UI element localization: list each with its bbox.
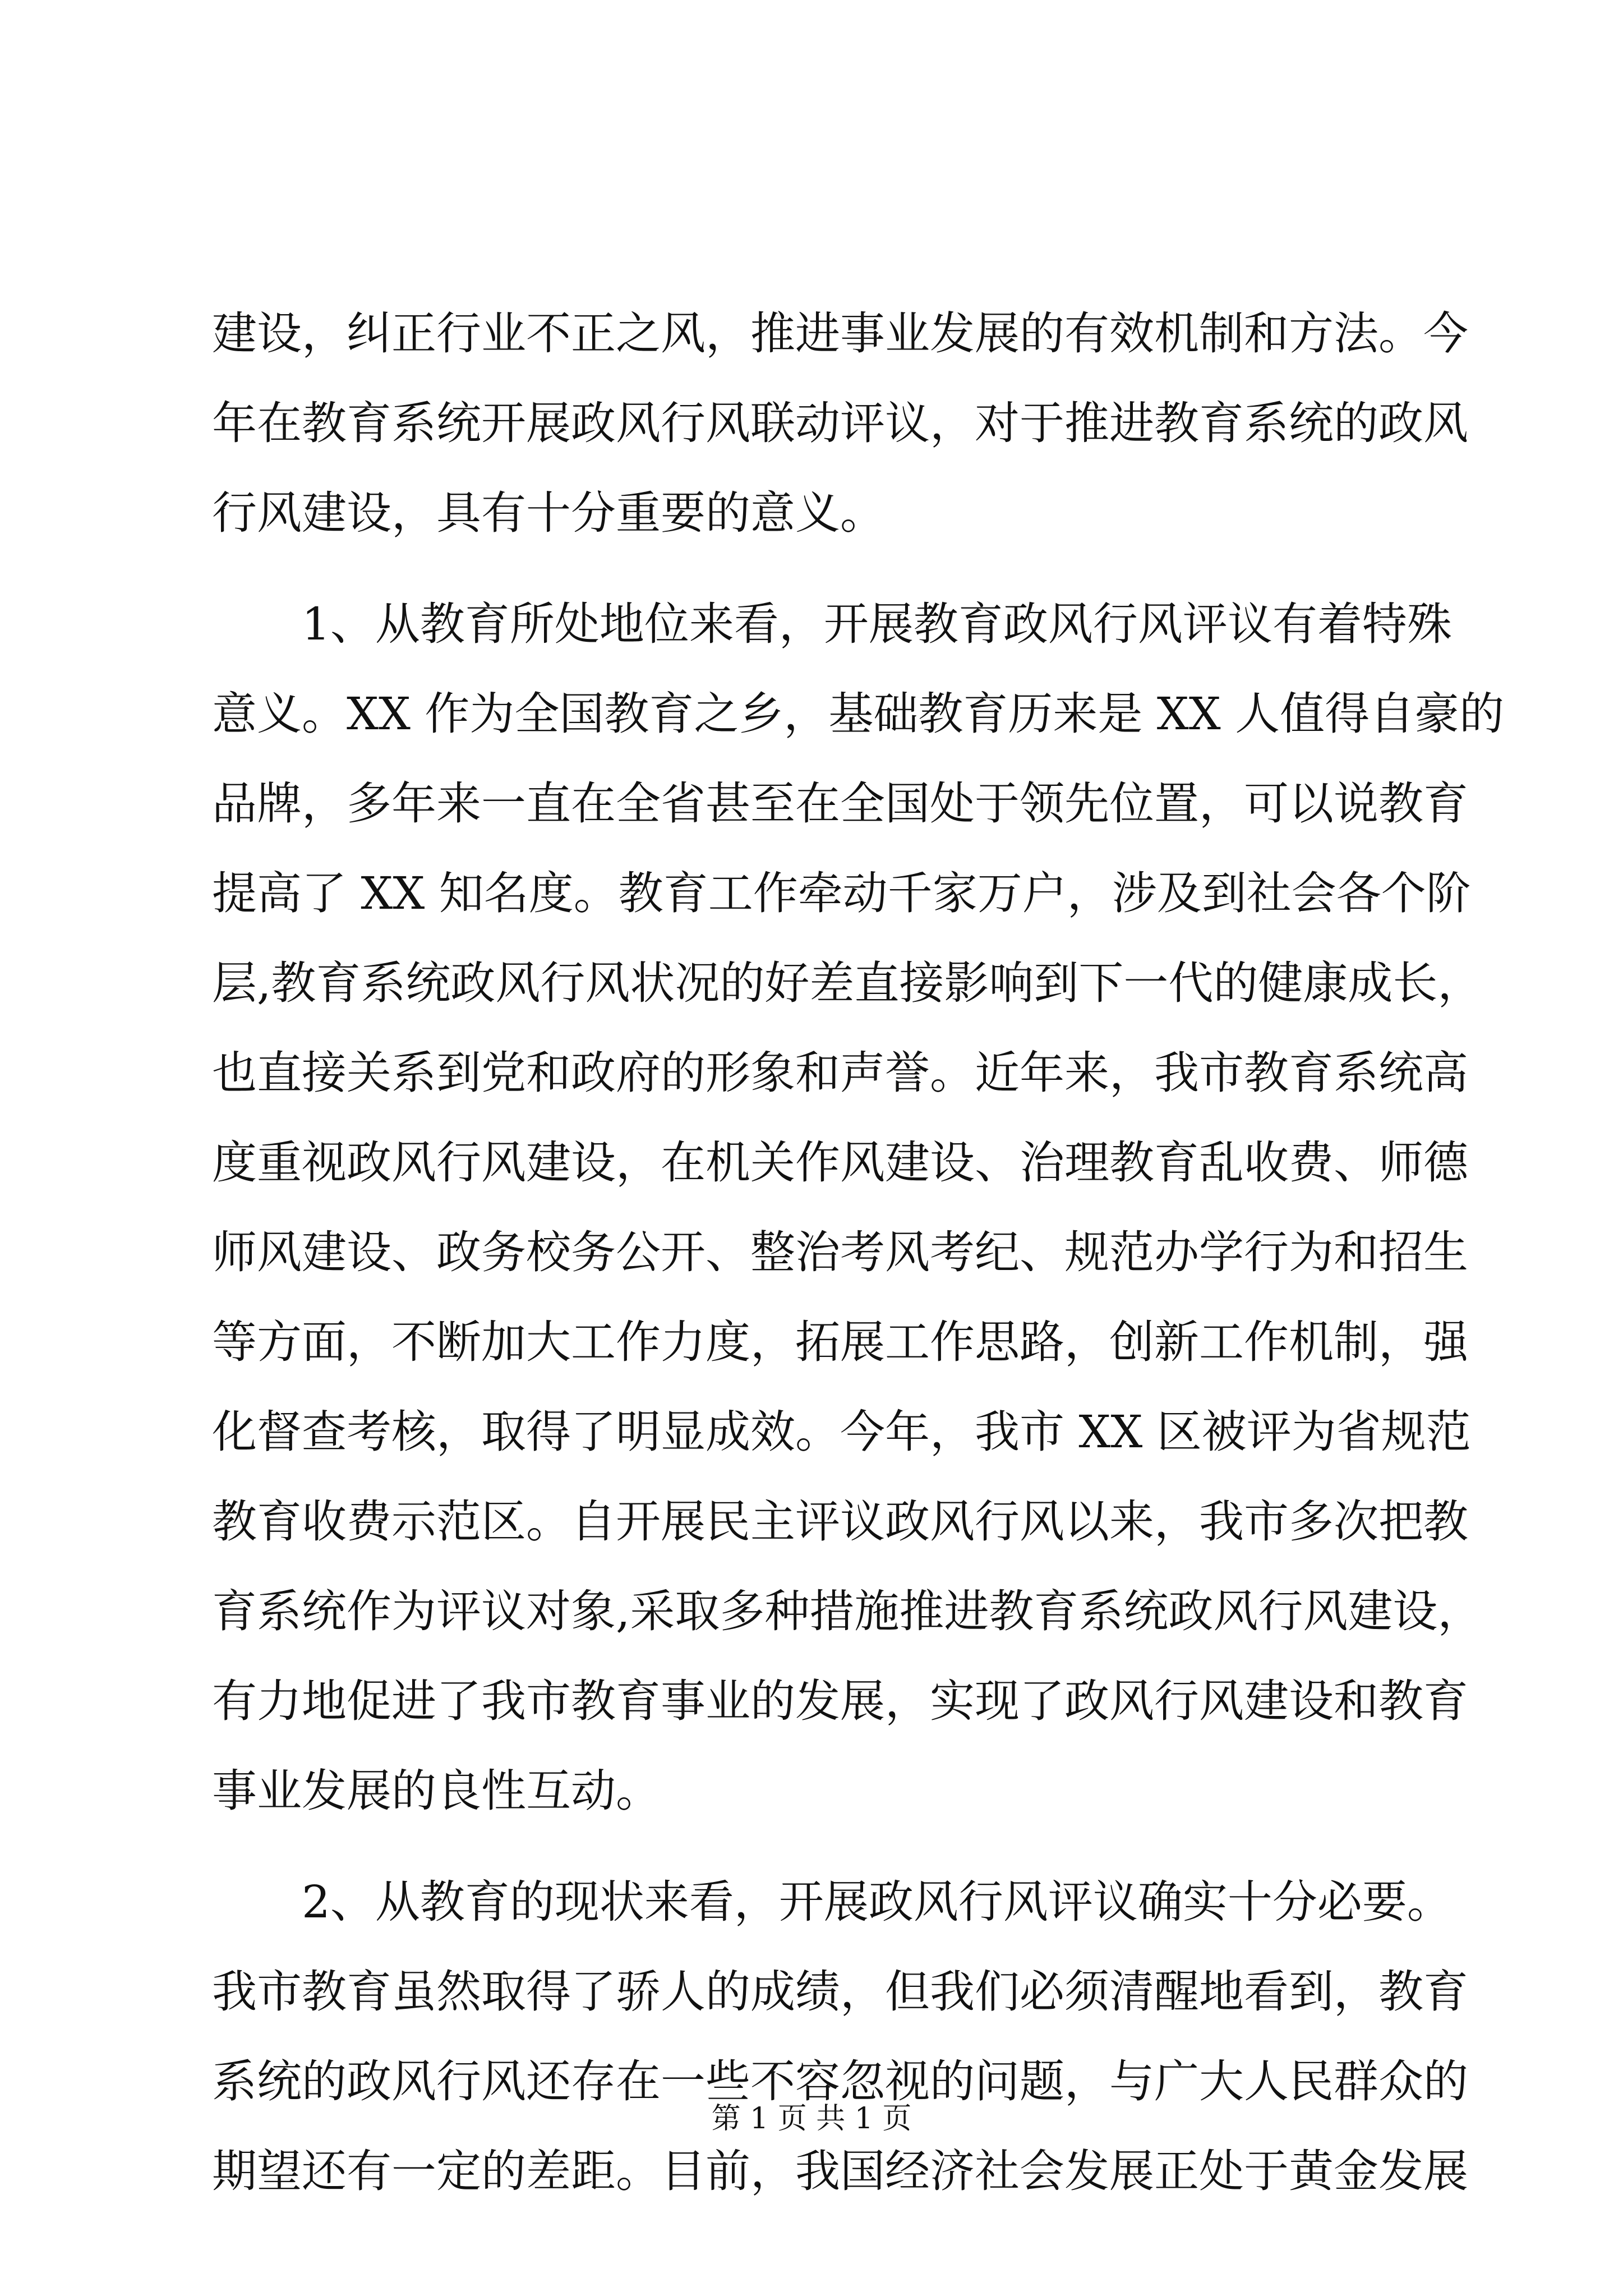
text-line: 师风建设、政务校务公开、整治考风考纪、规范办学行为和招生 [212,1226,1468,1278]
text-line: 有力地促进了我市教育事业的发展，实现了政风行风建设和教育 [212,1675,1468,1727]
text-line: 事业发展的良性互动。 [212,1765,661,1817]
text-line: 系统的政风行风还存在一些不容忽视的问题，与广大人民群众的 [212,2055,1468,2108]
text-line: 教育收费示范区。自开展民主评议政风行风以来，我市多次把教 [212,1496,1468,1548]
text-line: 度重视政风行风建设，在机关作风建设、治理教育乱收费、师德 [212,1137,1468,1189]
text-line: 层,教育系统政风行风状况的好差直接影响到下一代的健康成长， [212,957,1483,1009]
text-line: 建设，纠正行业不正之风，推进事业发展的有效机制和方法。今 [212,307,1468,360]
text-line: 品牌，多年来一直在全省甚至在全国处于领先位置，可以说教育 [212,777,1468,830]
text-line: 年在教育系统开展政风行风联动评议，对于推进教育系统的政风 [212,397,1468,449]
document-body [212,289,1505,2216]
text-line: 等方面，不断加大工作力度，拓展工作思路，创新工作机制，强 [212,1316,1468,1368]
text-line: 行风建设，具有十分重要的意义。 [212,487,885,539]
text-line: 我市教育虽然取得了骄人的成绩，但我们必须清醒地看到，教育 [212,1966,1468,2018]
text-line: 期望还有一定的差距。目前，我国经济社会发展正处于黄金发展 [212,2145,1468,2197]
text-line: 意义。XX 作为全国教育之乡，基础教育历来是 XX 人值得自豪的 [212,688,1505,740]
text-line: 化督查考核，取得了明显成效。今年，我市 XX 区被评为省规范 [212,1406,1471,1458]
text-line: 也直接关系到党和政府的形象和声誉。近年来，我市教育系统高 [212,1047,1468,1099]
text-line: 提高了 XX 知名度。教育工作牵动千家万户，涉及到社会各个阶 [212,867,1471,919]
paragraph-first-line: 1、从教育所处地位来看，开展教育政风行风评议有着特殊 [302,598,1452,650]
paragraph-first-line: 2、从教育的现状来看，开展政风行风评议确实十分必要。 [302,1876,1452,1928]
page-number-footer: 第 1 页 共 1 页 [711,2102,912,2136]
text-line: 育系统作为评议对象,采取多种措施推进教育系统政风行风建设， [212,1585,1483,1637]
